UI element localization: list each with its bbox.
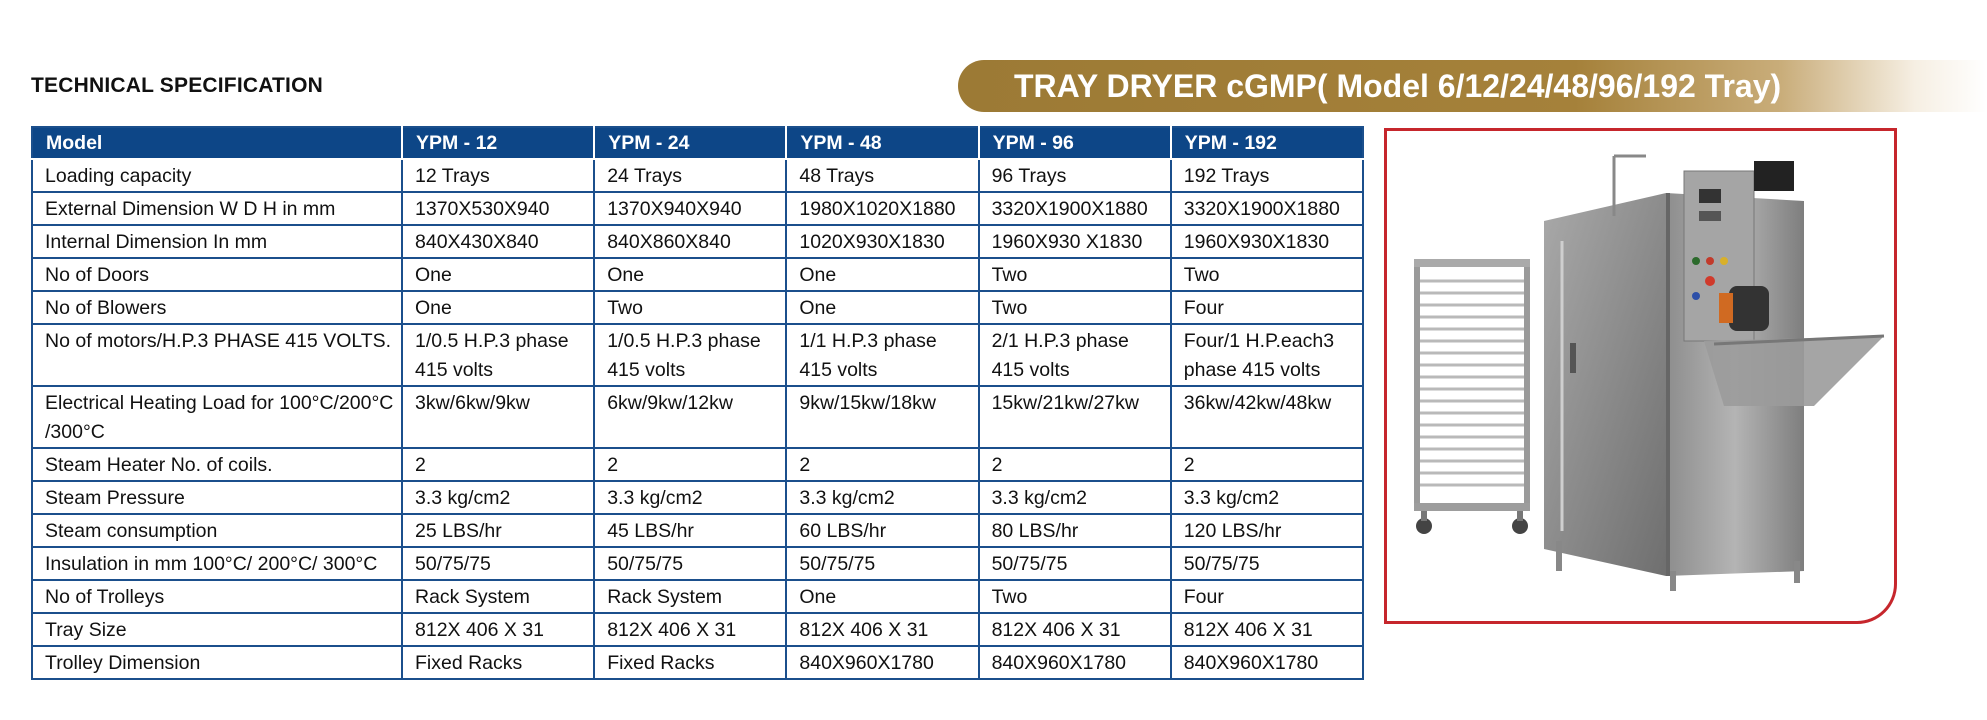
table-cell: Fixed Racks [402,646,594,679]
table-cell: One [594,258,786,291]
trolley-rack [1414,259,1530,534]
table-cell: 50/75/75 [1171,547,1363,580]
table-row [32,580,1363,613]
dryer-cabinet [1544,156,1884,591]
table-header-row [32,127,1363,159]
table-cell: One [402,291,594,324]
table-cell: One [786,580,978,613]
table-cell: 36kw/42kw/48kw [1171,386,1363,448]
table-cell: 1960X930X1830 [1171,225,1363,258]
header-cell: YPM - 24 [594,127,786,159]
table-cell: 812X 406 X 31 [979,613,1171,646]
table-cell: 1/0.5 H.P.3 phase 415 volts [402,324,594,386]
table-cell: 50/75/75 [594,547,786,580]
table-cell: 2 [594,448,786,481]
table-cell: 48 Trays [786,159,978,192]
table-cell: Four/1 H.P.each3 phase 415 volts [1171,324,1363,386]
table-cell: 3.3 kg/cm2 [1171,481,1363,514]
row-label: Tray Size [32,613,402,646]
table-cell: 96 Trays [979,159,1171,192]
spec-table [31,126,1364,680]
table-row [32,481,1363,514]
table-cell: 3.3 kg/cm2 [402,481,594,514]
table-cell: Rack System [594,580,786,613]
row-label: Steam consumption [32,514,402,547]
table-row [32,291,1363,324]
table-row [32,192,1363,225]
table-cell: One [786,291,978,324]
table-cell: 50/75/75 [786,547,978,580]
row-label: No of Trolleys [32,580,402,613]
row-label: No of motors/H.P.3 PHASE 415 VOLTS. [32,324,402,386]
table-cell: 15kw/21kw/27kw [979,386,1171,448]
table-cell: 2 [402,448,594,481]
table-cell: 45 LBS/hr [594,514,786,547]
row-label: Insulation in mm 100°C/ 200°C/ 300°C [32,547,402,580]
table-cell: 840X960X1780 [979,646,1171,679]
product-photo-frame [1384,128,1897,624]
table-cell: 6kw/9kw/12kw [594,386,786,448]
table-cell: 3320X1900X1880 [979,192,1171,225]
table-cell: 1960X930 X1830 [979,225,1171,258]
table-cell: 3320X1900X1880 [1171,192,1363,225]
table-cell: Fixed Racks [594,646,786,679]
table-cell: 50/75/75 [402,547,594,580]
table-cell: 50/75/75 [979,547,1171,580]
row-label: Internal Dimension In mm [32,225,402,258]
table-cell: 1/1 H.P.3 phase 415 volts [786,324,978,386]
table-row [32,547,1363,580]
table-cell: 812X 406 X 31 [786,613,978,646]
table-cell: Four [1171,291,1363,324]
header-cell: YPM - 192 [1171,127,1363,159]
table-cell: 1/0.5 H.P.3 phase 415 volts [594,324,786,386]
header-cell: Model [32,127,402,159]
header-cell: YPM - 12 [402,127,594,159]
table-cell: 3kw/6kw/9kw [402,386,594,448]
table-cell: 840X960X1780 [1171,646,1363,679]
table-cell: Two [979,258,1171,291]
table-cell: One [402,258,594,291]
table-cell: 1020X930X1830 [786,225,978,258]
table-cell: 1370X530X940 [402,192,594,225]
header-cell: YPM - 96 [979,127,1171,159]
table-row [32,324,1363,386]
table-cell: 3.3 kg/cm2 [979,481,1171,514]
page-heading: TECHNICAL SPECIFICATION [31,74,323,97]
title-banner [958,60,1987,112]
table-row [32,448,1363,481]
table-cell: 2 [1171,448,1363,481]
table-cell: 1980X1020X1880 [786,192,978,225]
table-cell: Rack System [402,580,594,613]
table-row [32,514,1363,547]
table-cell: Two [979,580,1171,613]
table-cell: 12 Trays [402,159,594,192]
table-cell: 24 Trays [594,159,786,192]
row-label: Steam Heater No. of coils. [32,448,402,481]
row-label: No of Doors [32,258,402,291]
row-label: Loading capacity [32,159,402,192]
table-cell: 840X430X840 [402,225,594,258]
table-row [32,386,1363,448]
table-cell: 2 [979,448,1171,481]
table-cell: 9kw/15kw/18kw [786,386,978,448]
table-cell: 1370X940X940 [594,192,786,225]
table-cell: 2/1 H.P.3 phase 415 volts [979,324,1171,386]
table-row [32,646,1363,679]
table-row [32,225,1363,258]
table-cell: Two [594,291,786,324]
row-label: Steam Pressure [32,481,402,514]
table-cell: 3.3 kg/cm2 [786,481,978,514]
row-label: Electrical Heating Load for 100°C/200°C /300°C [32,386,402,448]
table-cell: Four [1171,580,1363,613]
table-row [32,613,1363,646]
banner-title: TRAY DRYER cGMP( Model 6/12/24/48/96/192 Tray) [1014,67,1782,104]
header-cell: YPM - 48 [786,127,978,159]
table-cell: 840X960X1780 [786,646,978,679]
table-row [32,159,1363,192]
table-cell: 812X 406 X 31 [402,613,594,646]
table-cell: 192 Trays [1171,159,1363,192]
table-cell: One [786,258,978,291]
table-cell: Two [1171,258,1363,291]
table-cell: 812X 406 X 31 [594,613,786,646]
tray-dryer-illustration [1384,131,1894,621]
table-cell: 812X 406 X 31 [1171,613,1363,646]
table-cell: 25 LBS/hr [402,514,594,547]
table-row [32,258,1363,291]
row-label: External Dimension W D H in mm [32,192,402,225]
table-cell: 840X860X840 [594,225,786,258]
table-cell: 60 LBS/hr [786,514,978,547]
table-cell: 120 LBS/hr [1171,514,1363,547]
table-cell: 80 LBS/hr [979,514,1171,547]
row-label: No of Blowers [32,291,402,324]
table-cell: 2 [786,448,978,481]
row-label: Trolley Dimension [32,646,402,679]
table-cell: Two [979,291,1171,324]
table-cell: 3.3 kg/cm2 [594,481,786,514]
